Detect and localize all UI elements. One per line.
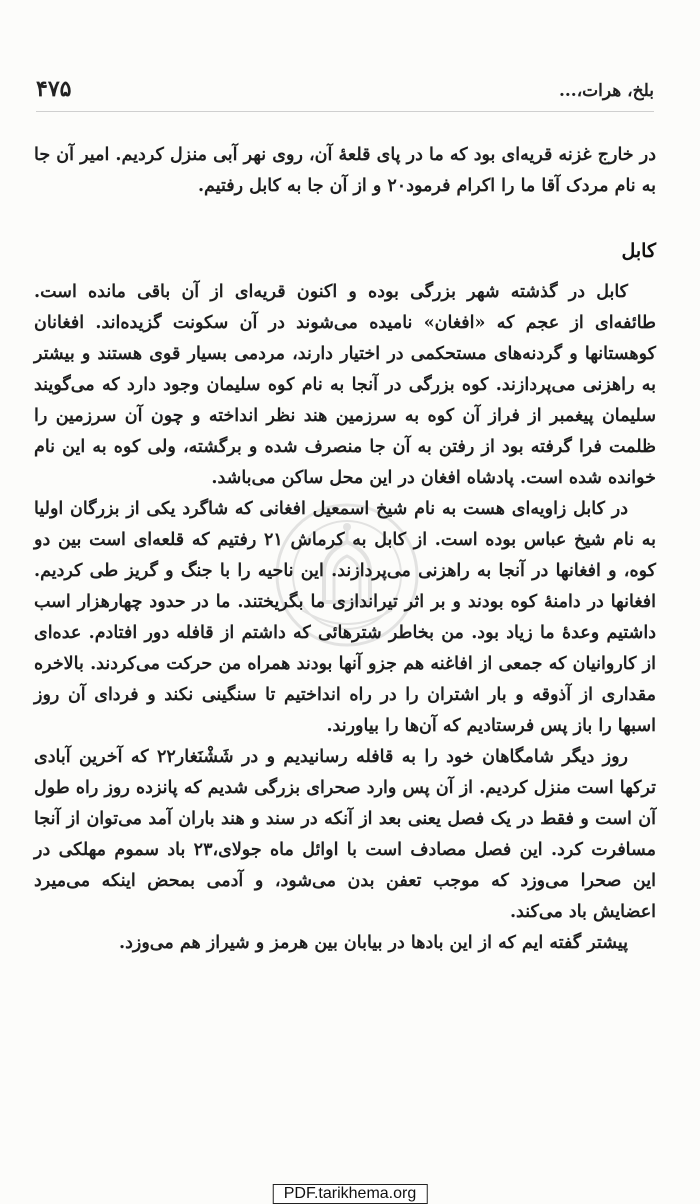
section-heading-kabul: کابل: [621, 240, 656, 262]
header-divider: [36, 111, 654, 112]
running-header-title: بلخ، هرات،...: [558, 81, 654, 101]
paragraph-kabul-description: کابل در گذشته شهر بزرگی بوده و اکنون قریه‌ای از آن باقی مانده است. طائفه‌ای از عجم که «افغان» نامیده می‌شوند در آن سکونت گزیده‌اند. افغانان کوهستانها و گردنه‌های مستحکمی در اختیار دارند، مردمی بسیار قوی هستند و بیشتر به راهزنی می‌پردازند. کوه بزرگی در آنجا به نام کوه سلیمان وجود دارد که می‌گویند سلیمان پیغمبر از فراز آن کوه به سرزمین هند نظر انداخته و چون آن سرزمین را ظلمت فرا گرفته بود از رفتن به آن جا منصرف شده و برگشته، ولی کوه به این نام خوانده شده است. پادشاه افغان در این محل ساکن می‌باشد.: [34, 282, 656, 488]
running-header: [36, 76, 654, 106]
page-number: ۴۷۵: [36, 76, 72, 102]
source-footer-label: PDF.tarikhema.org: [273, 1184, 428, 1204]
paragraph-desert-crossing: روز دیگر شامگاهان خود را به قافله رسانیدیم و در شَشْنَغار۲۲ که آخرین آبادی ترکها است منزل کردیم. از آن پس وارد صحرای بزرگی شدیم که پانزده روز راه طول آن است و فقط در یک فصل یعنی بعد از آنکه در سند و هند باران آمد می‌توان از آنجا مسافرت کرد. این فصل مصادف است با اوائل ماه جولای،۲۳ باد سموم مهلکی در این صحرا می‌وزد که موجب تعفن بدن می‌شود، و آدمی بمحض اینکه می‌میرد اعضایش باد می‌کند.: [34, 747, 657, 922]
page-body: [34, 140, 656, 959]
paragraph-zawiya-journey: در کابل زاویه‌ای هست به نام شیخ اسمعیل افغانی که شاگرد یکی از بزرگان اولیا به نام شیخ عباس بوده است. از کابل به کرماش ۲۱ رفتیم که قلعه‌ای است بین دو کوه، و افغانها در آنجا به راهزنی می‌پردازند. این ناحیه را با جنگ و گریز طی کردیم. افغانها در دامنهٔ کوه بودند و بر اثر تیراندازی ما بگریختند. ما در حدود چهارهزار اسب داشتیم وعدهٔ ما زیاد بود. من بخاطر شترهائی که داشتم از قافله دور افتادم. عده‌ای از کاروانیان که جمعی از افاغنه هم جزو آنها بودند همراه من حرکت می‌کردند. بالاخره مقداری از آذوقه و بار اشتران را در راه انداختیم تا سنگینی نکند و فردای آن روز اسبها را باز پس فرستادیم که آن‌ها را بیاورند.: [34, 499, 656, 736]
paragraph-winds-note: پیشتر گفته ایم که از این بادها در بیابان بین هرمز و شیراز هم می‌وزد.: [118, 933, 628, 953]
intro-paragraph: در خارج غزنه قریه‌ای بود که ما در پای قلعهٔ آن، روی نهر آبی منزل کردیم. امیر آن جا به نام مردک آقا ما را اکرام فرمود۲۰ و از آن جا به کابل رفتیم.: [34, 145, 656, 196]
